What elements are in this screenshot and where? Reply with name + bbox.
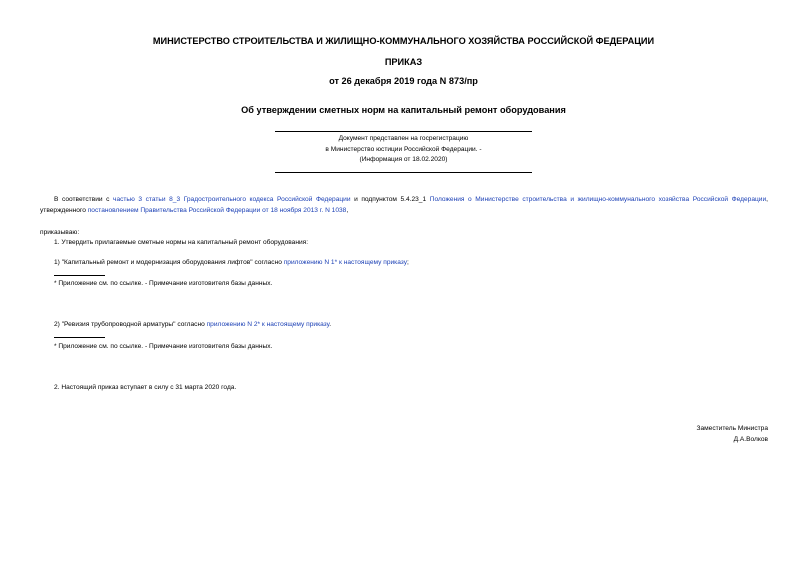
notice-line-2: в Министерство юстиции Российской Федерации. - [325, 145, 482, 153]
signatory-name: Д.А.Волков [733, 435, 768, 443]
notice-bottom-rule [275, 172, 532, 173]
preamble-text: и подпунктом 5.4.23_1 [350, 196, 430, 203]
sub-item-1 [54, 258, 409, 269]
appendix-1-link[interactable]: приложению N 1* к настоящему приказу [283, 259, 408, 266]
sub-item-text: 2) "Ревизия трубопроводной арматуры" согласно [54, 321, 207, 328]
date-number-heading: от 26 декабря 2019 года N 873/пр [329, 76, 478, 86]
notice-line-3: (Информация от 18.02.2020) [359, 156, 448, 163]
preamble-text: В соответствии с [54, 196, 114, 203]
doc-type-heading: ПРИКАЗ [384, 57, 423, 67]
registration-notice [275, 134, 532, 166]
footnote-2-rule [54, 337, 105, 338]
item-1: 1. Утвердить прилагаемые сметные нормы на капитальный ремонт оборудования: [54, 239, 309, 246]
sub-item-text: . [329, 321, 332, 328]
preamble-paragraph [40, 195, 768, 216]
signature-block [696, 424, 768, 445]
document-title: Об утверждении сметных норм на капитальный ремонт оборудования [241, 105, 566, 115]
preamble-text: , утвержденного [40, 196, 768, 214]
footnote-1: * Приложение см. по ссылке. - Примечание изготовителя базы данных. [54, 280, 273, 287]
footnote-1-rule [54, 275, 105, 276]
sub-item-text: 1) "Капитальный ремонт и модернизация оборудования лифтов" согласно [54, 259, 284, 266]
notice-top-rule [275, 131, 532, 132]
regulation-link[interactable]: Положения о Министерстве строительства и жилищно-коммунального хозяйства Российской Федерации [429, 196, 767, 203]
ministry-heading: МИНИСТЕРСТВО СТРОИТЕЛЬСТВА И ЖИЛИЩНО-КОММУНАЛЬНОГО ХОЗЯЙСТВА РОССИЙСКОЙ ФЕДЕРАЦИИ [152, 36, 655, 46]
appendix-2-link[interactable]: приложению N 2* к настоящему приказу [206, 321, 330, 328]
sub-item-2 [54, 320, 331, 331]
orders-word: приказываю: [40, 229, 80, 236]
resolution-link[interactable]: постановлением Правительства Российской Федерации от 18 ноября 2013 г. N 1038 [87, 206, 347, 214]
sub-item-text: ; [407, 259, 409, 266]
preamble-text: , [346, 206, 349, 214]
footnote-2: * Приложение см. по ссылке. - Примечание изготовителя базы данных. [54, 343, 273, 350]
notice-line-1: Документ представлен на госрегистрацию [338, 135, 469, 142]
code-link[interactable]: частью 3 статьи 8_3 Градостроительного кодекса Российской Федерации [113, 196, 351, 203]
item-2: 2. Настоящий приказ вступает в силу с 31 марта 2020 года. [54, 384, 237, 391]
signatory-position: Заместитель Министра [696, 425, 768, 432]
